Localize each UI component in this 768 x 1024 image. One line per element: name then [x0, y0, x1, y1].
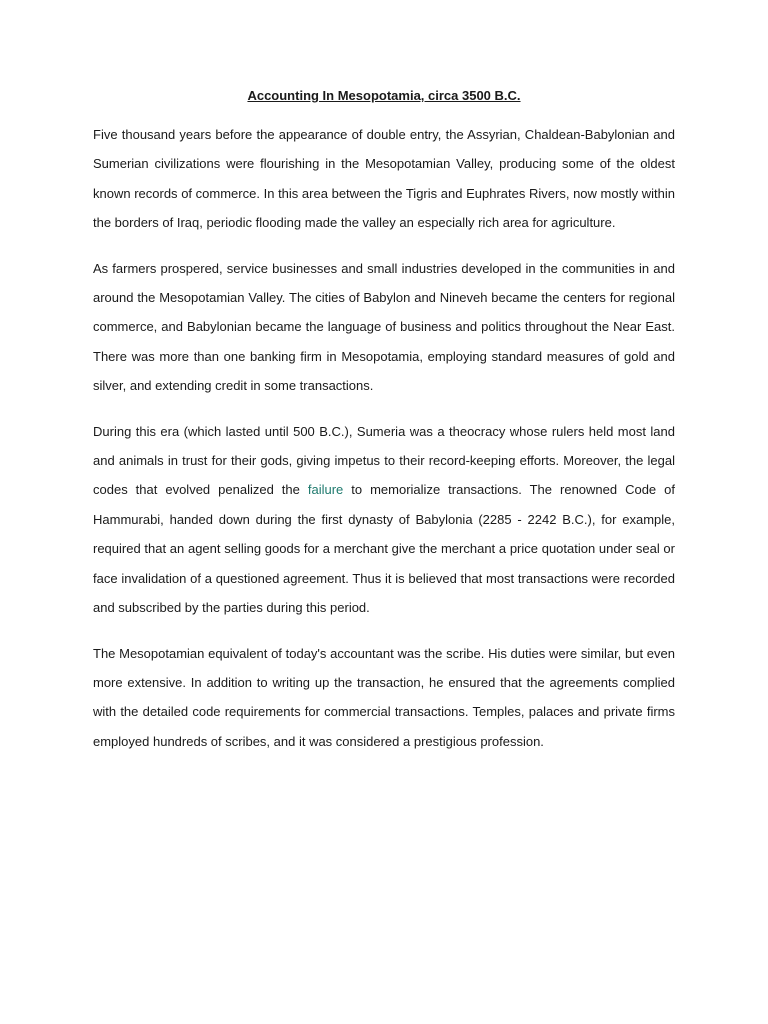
- paragraph-2: As farmers prospered, service businesses and small industries developed in the communities in and around the Mesopotamian Valley. The cities of Babylon and Nineveh became the centers for regional commerce, and Babylonian became the language of business and politics throughout the Near East. There was more than one banking firm in Mesopotamia, employing standard measures of gold and silver, and extending credit in some transactions.: [93, 260, 675, 394]
- paragraph-3: [93, 417, 675, 623]
- document-title: Accounting In Mesopotamia, circa 3500 B.C.: [247, 88, 521, 103]
- document-page: [93, 86, 675, 772]
- paragraph-3-text-after: to memorialize transactions. The renowned Code of Hammurabi, handed down during the first dynasty of Babylonia (2285 - 2242 B.C.), for example, required that an agent selling goods for a merchant give the merchant a price quotation under seal or face invalidation of a questioned agreement. Thus it is believed that most transactions were recorded and subscribed by the parties during this period.: [93, 482, 675, 616]
- paragraph-1: Five thousand years before the appearance of double entry, the Assyrian, Chaldean-Babylonian and Sumerian civilizations were flourishing in the Mesopotamian Valley, producing some of the oldest known records of commerce. In this area between the Tigris and Euphrates Rivers, now mostly within the borders of Iraq, periodic flooding made the valley an especially rich area for agriculture.: [93, 127, 675, 231]
- paragraph-3-text-before: During this era (which lasted until 500 B.C.), Sumeria was a theocracy whose rulers held most land and animals in trust for their gods, giving impetus to their record-keeping efforts. Moreover, the legal codes that evolved penalized the: [93, 423, 675, 498]
- paragraph-4: The Mesopotamian equivalent of today's accountant was the scribe. His duties were similar, but even more extensive. In addition to writing up the transaction, he ensured that the agreements complied with the detailed code requirements for commercial transactions. Temples, palaces and private firms employed hundreds of scribes, and it was considered a prestigious profession.: [93, 645, 675, 749]
- failure-link[interactable]: failure: [307, 482, 344, 498]
